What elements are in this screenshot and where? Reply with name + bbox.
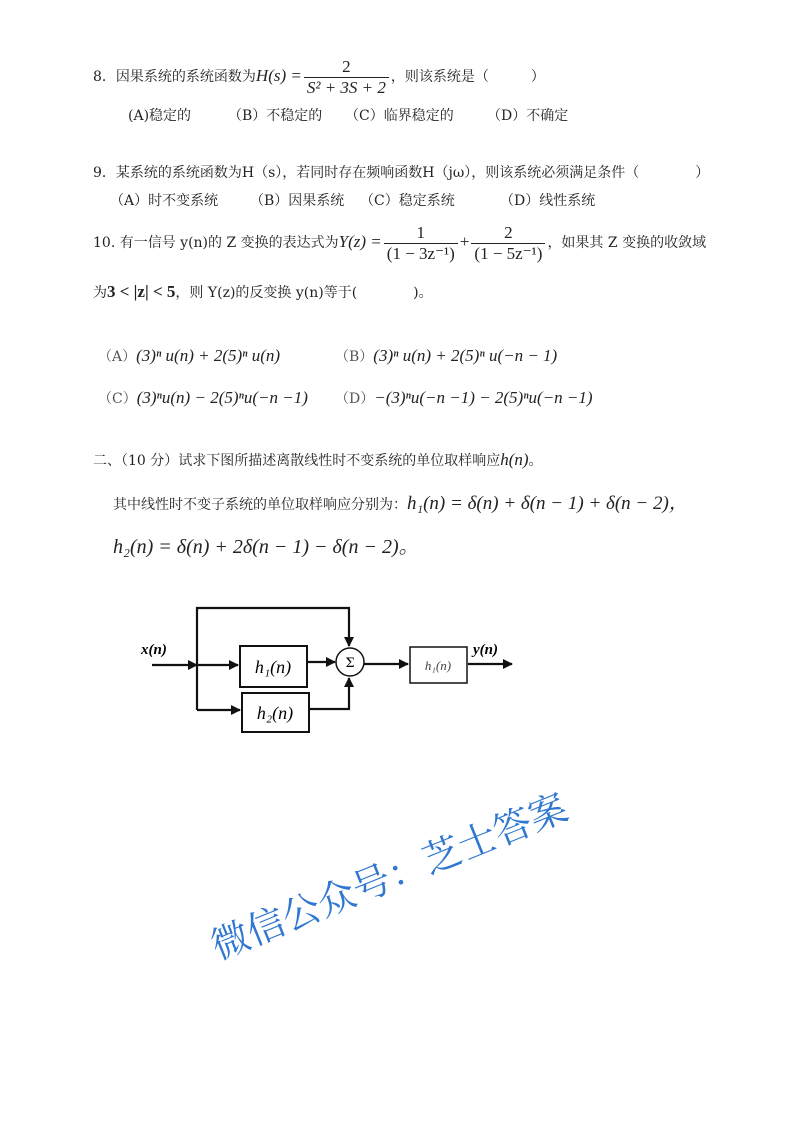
q9-option-d: （D）线性系统	[500, 193, 596, 209]
q8-option-c: （C）临界稳定的	[345, 108, 454, 124]
q8-option-b: （B）不稳定的	[228, 108, 323, 124]
q8-numerator: 2	[304, 57, 389, 78]
option-label: （D）	[335, 391, 375, 407]
q8-lhs: H(s) =	[255, 66, 302, 85]
q8-option-a: (A)稳定的	[128, 108, 192, 124]
q10-frac1-numerator: 1	[384, 223, 458, 244]
q10-line2-suffix: ，则 Y(z)的反变换 y(n)等于( )。	[175, 285, 433, 301]
section-2-heading-text: 二、（10 分）试求下图所描述离散线性时不变系统的单位取样响应	[93, 453, 501, 469]
option-label: （B）	[335, 349, 374, 365]
q10-frac2-numerator: 2	[471, 223, 545, 244]
q10-line2-prefix: 为	[93, 285, 107, 301]
q10-plus: +	[459, 232, 470, 251]
option-label: （C）	[98, 391, 137, 407]
output-label: y(n)	[473, 642, 498, 658]
q9-option-c: （C）稳定系统	[360, 193, 455, 209]
option-expression: (3)ⁿu(n) − 2(5)ⁿu(−n −1)	[136, 388, 308, 407]
h2-label: h₂(n)	[256, 703, 294, 723]
q10-frac2-denominator: (1 − 5z⁻¹)	[474, 243, 543, 263]
q8-suffix: ，则该系统是（ ）	[390, 69, 545, 85]
q10-frac1-denominator: (1 − 3z⁻¹)	[386, 243, 455, 263]
h1-definition: h₁(n) = δ(n) + δ(n − 1) + δ(n − 2)，	[407, 493, 688, 514]
q8-prefix: 8．因果系统的系统函数为	[93, 69, 256, 85]
section-2-heading-end: 。	[528, 453, 543, 469]
section-2-line1-text: 其中线性时不变子系统的单位取样响应分别为：	[113, 497, 407, 513]
h1-label: h₁(n)	[254, 657, 292, 677]
question-9: 9．某系统的系统函数为H（s），若同时存在频响函数H（jω），则该系统必须满足条件（ ）	[93, 165, 710, 181]
h1-output-label: h₁(n)	[424, 658, 452, 673]
q10-prefix: 10. 有一信号 y(n)的 Z 变换的表达式为	[93, 235, 339, 251]
q8-option-d: （D）不确定	[487, 108, 569, 124]
option-expression: (3)ⁿ u(n) + 2(5)ⁿ u(n)	[136, 346, 281, 365]
q10-lhs: Y(z) =	[338, 232, 382, 251]
q8-denominator: S² + 3S + 2	[306, 77, 386, 97]
option-label: （A）	[98, 349, 137, 365]
q10-suffix: ，如果其 Z 变换的收敛域	[547, 235, 707, 251]
h2-to-sum-arrow	[310, 678, 349, 709]
watermark: 微信公众号：芝士答案	[204, 785, 574, 969]
q9-option-a: （A）时不变系统	[110, 193, 219, 209]
input-label: x(n)	[141, 642, 167, 658]
q10-roc: 3 < |z| < 5	[107, 282, 176, 301]
section-2-heading-math: h(n)	[500, 450, 529, 469]
sum-symbol: Σ	[345, 656, 355, 671]
option-expression: −(3)ⁿu(−n −1) − 2(5)ⁿu(−n −1)	[374, 388, 593, 407]
h2-definition: h₂(n) = δ(n) + 2δ(n − 1) − δ(n − 2)。	[113, 536, 419, 558]
option-expression: (3)ⁿ u(n) + 2(5)ⁿ u(−n − 1)	[373, 346, 558, 365]
q9-option-b: （B）因果系统	[250, 193, 345, 209]
